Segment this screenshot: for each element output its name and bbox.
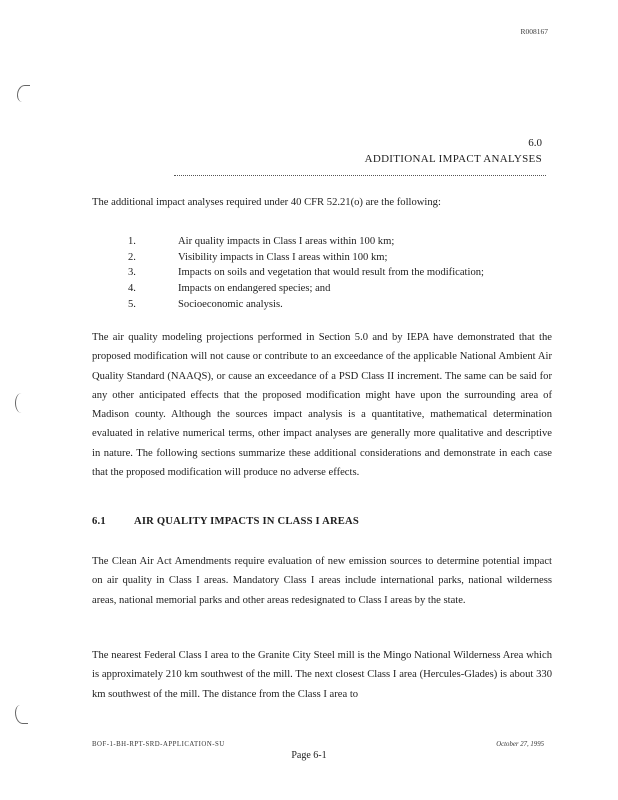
list-item: 4. Impacts on endangered species; and — [128, 283, 331, 295]
document-id: R008167 — [520, 27, 548, 36]
footer-doc-ref: BOF-1-BH-RPT-SRD-APPLICATION-SU — [92, 741, 225, 748]
body-paragraph: The air quality modeling projections performed in Section 5.0 and by IEPA have demonstrated that the proposed modification will not cause or contribute to an exceedance of the applicable National Ambient Air Quality Standard (NAAQS), or cause an exceedance of a PSD Class II increment. The same can be said for any other anticipated effects that the proposed modification might have upon the surrounding area of Madison county. Although the sources impact analysis is a quantitative, mathematical determination evaluated in relative numerical terms, other impact analyses are generally more qualitative and descriptive in nature. The following sections summarize these additional considerations and demonstrate in each case that the proposed modification will produce no adverse effects. — [92, 332, 552, 479]
page-number: Page 6-1 — [291, 750, 327, 761]
list-item: 5. Socioeconomic analysis. — [128, 298, 283, 310]
analysis-list — [128, 234, 548, 312]
section-number: 6.0 — [528, 137, 542, 149]
subsection-heading — [92, 516, 359, 527]
intro-text: The additional impact analyses required under 40 CFR 52.21(o) are the following: — [92, 197, 441, 208]
footer-date: October 27, 1995 — [496, 741, 544, 748]
subsection-title: AIR QUALITY IMPACTS IN CLASS I AREAS — [134, 516, 360, 527]
section-title: ADDITIONAL IMPACT ANALYSES — [364, 153, 542, 165]
body-paragraph: The Clean Air Act Amendments require evaluation of new emission sources to determine potential impact on air quality in Class I areas. Mandatory Class I areas include international parks, national wilderness areas, national memorial parks and other areas redesignated to Class I areas by the state. — [92, 556, 552, 606]
subsection-number: 6.1 — [92, 516, 106, 527]
list-item: 3. Impacts on soils and vegetation that would result from the modification; — [128, 267, 484, 279]
body-paragraph: The nearest Federal Class I area to the Granite City Steel mill is the Mingo National Wilderness Area which is approximately 210 km southwest of the mill. The next closest Class I area (Hercules-Glades) is about 330 km southwest of the mill. The distance from the Class I area to — [92, 650, 552, 700]
margin-mark-icon — [17, 85, 30, 102]
margin-mark-icon — [15, 393, 28, 413]
list-item: 2. Visibility impacts in Class I areas within 100 km; — [128, 251, 388, 263]
dotted-divider — [174, 175, 546, 176]
list-item: 1. Air quality impacts in Class I areas within 100 km; — [128, 236, 395, 247]
margin-mark-icon — [15, 705, 28, 724]
